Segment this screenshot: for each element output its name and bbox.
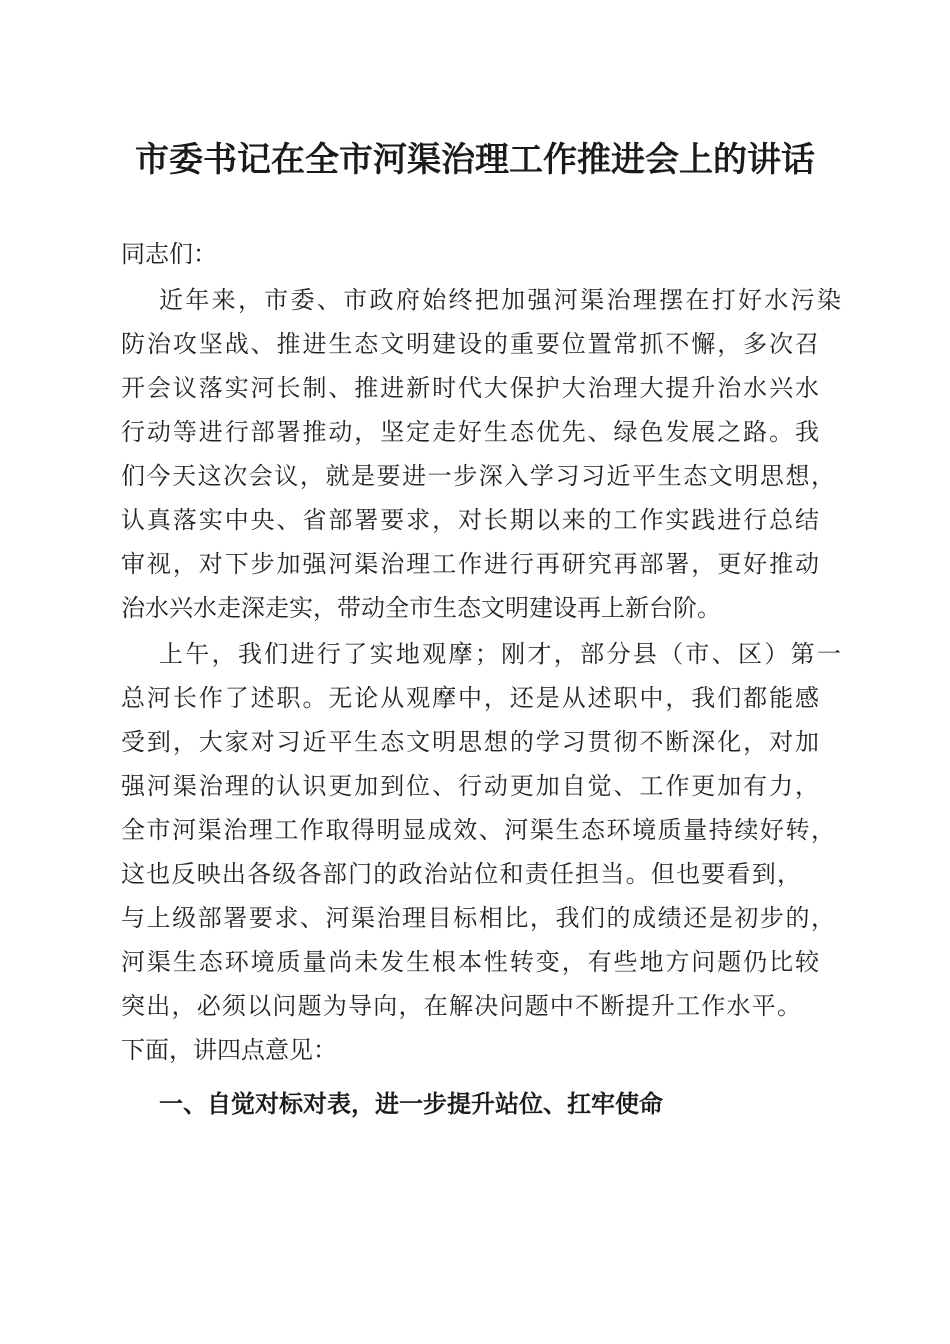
paragraph-line: 们今天这次会议，就是要进一步深入学习习近平生态文明思想， <box>121 462 835 490</box>
paragraph-line: 强河渠治理的认识更加到位、行动更加自觉、工作更加有力， <box>121 772 819 800</box>
paragraph-line: 近年来，市委、市政府始终把加强河渠治理摆在打好水污染 <box>159 286 841 314</box>
paragraph-line: 审视，对下步加强河渠治理工作进行再研究再部署，更好推动 <box>121 550 819 578</box>
paragraph-line: 全市河渠治理工作取得明显成效、河渠生态环境质量持续好转， <box>121 816 835 844</box>
paragraph-line: 行动等进行部署推动，坚定走好生态优先、绿色发展之路。我 <box>121 418 819 446</box>
document-title: 市委书记在全市河渠治理工作推进会上的讲话 <box>135 140 815 180</box>
paragraph-line: 上午，我们进行了实地观摩；刚才，部分县（市、区）第一 <box>159 640 841 668</box>
paragraph-line: 受到，大家对习近平生态文明思想的学习贯彻不断深化，对加 <box>121 728 819 756</box>
salutation: 同志们： <box>121 240 217 268</box>
paragraph-line: 与上级部署要求、河渠治理目标相比，我们的成绩还是初步的， <box>121 904 835 932</box>
paragraph-line: 这也反映出各级各部门的政治站位和责任担当。但也要看到， <box>121 860 801 888</box>
paragraph-line: 总河长作了述职。无论从观摩中，还是从述职中，我们都能感 <box>121 684 819 712</box>
paragraph-line: 开会议落实河长制、推进新时代大保护大治理大提升治水兴水 <box>121 374 819 402</box>
paragraph-line: 治水兴水走深走实，带动全市生态文明建设再上新台阶。 <box>121 594 721 622</box>
paragraph-line: 防治攻坚战、推进生态文明建设的重要位置常抓不懈，多次召 <box>121 330 819 358</box>
paragraph-line: 河渠生态环境质量尚未发生根本性转变，有些地方问题仍比较 <box>121 948 819 976</box>
paragraph-line: 认真落实中央、省部署要求，对长期以来的工作实践进行总结 <box>121 506 819 534</box>
paragraph-line: 突出，必须以问题为导向，在解决问题中不断提升工作水平。 <box>121 992 801 1020</box>
paragraph-line: 下面，讲四点意见： <box>121 1036 337 1064</box>
section-heading-1: 一、自觉对标对表，进一步提升站位、扛牢使命 <box>159 1090 663 1118</box>
